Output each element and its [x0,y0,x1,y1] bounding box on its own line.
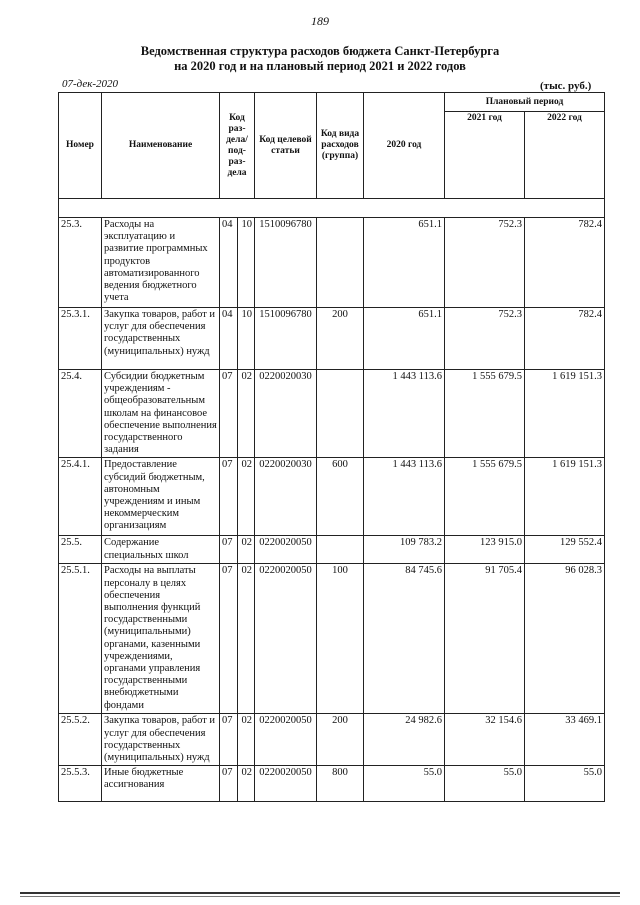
row-name: Иные бюджетные ассигнования [102,766,220,802]
table-row [59,766,605,802]
row-kind-code: 200 [317,714,364,766]
title-line-1: Ведомственная структура расходов бюджета Санкт-Петербурга [140,44,500,58]
row-name: Содержание специальных школ [102,536,220,564]
row-number: 25.5.1. [59,564,102,714]
header-name: Наименование [102,93,220,199]
row-subsection: 02 [238,564,255,714]
row-target-code: 1510096780 [255,308,317,370]
header-section: Код раз-дела/ под-раз-дела [220,93,255,199]
row-value-2022: 1 619 151.3 [525,458,605,536]
row-subsection: 02 [238,766,255,802]
row-number: 25.3. [59,218,102,308]
table-row [59,714,605,766]
row-section: 07 [220,458,238,536]
row-target-code: 0220020050 [255,564,317,714]
row-kind-code: 600 [317,458,364,536]
header-2020: 2020 год [364,93,445,199]
row-subsection: 02 [238,536,255,564]
row-value-2022: 782.4 [525,218,605,308]
row-number: 25.5. [59,536,102,564]
header-2021: 2021 год [445,112,525,199]
row-value-2020: 1 443 113.6 [364,458,445,536]
table-row [59,536,605,564]
table-row [59,458,605,536]
row-target-code: 1510096780 [255,218,317,308]
row-value-2021: 752.3 [445,308,525,370]
row-name: Закупка товаров, работ и услуг для обеспечения государственных (муниципальных) нужд [102,714,220,766]
row-section: 04 [220,308,238,370]
row-name: Закупка товаров, работ и услуг для обеспечения государственных (муниципальных) нужд [102,308,220,370]
row-value-2022: 55.0 [525,766,605,802]
table-row [59,370,605,458]
row-kind-code: 100 [317,564,364,714]
row-target-code: 0220020050 [255,536,317,564]
row-section: 04 [220,218,238,308]
row-section: 07 [220,714,238,766]
row-target-code: 0220020050 [255,714,317,766]
row-number: 25.3.1. [59,308,102,370]
header-target: Код целевой статьи [255,93,317,199]
row-number: 25.5.3. [59,766,102,802]
table-body [59,218,605,802]
header-kind: Код вида расходов (группа) [317,93,364,199]
row-value-2020: 109 783.2 [364,536,445,564]
row-number: 25.4. [59,370,102,458]
row-subsection: 10 [238,308,255,370]
row-kind-code: 800 [317,766,364,802]
row-name: Предоставление субсидий бюджетным, автономным учреждениям и иным некоммерческим организациям [102,458,220,536]
row-value-2020: 55.0 [364,766,445,802]
table-row [59,564,605,714]
document-date: 07-дек-2020 [62,78,119,90]
row-kind-code [317,370,364,458]
row-section: 07 [220,536,238,564]
row-value-2021: 91 705.4 [445,564,525,714]
row-subsection: 02 [238,714,255,766]
page-number: 189 [311,14,329,28]
row-section: 07 [220,766,238,802]
row-kind-code [317,218,364,308]
row-target-code: 0220020030 [255,370,317,458]
table-row [59,218,605,308]
document-title [0,44,640,74]
row-value-2020: 1 443 113.6 [364,370,445,458]
units-label: (тыс. руб.) [540,80,592,92]
row-value-2020: 24 982.6 [364,714,445,766]
header-2022: 2022 год [525,112,605,199]
bottom-rule [20,892,620,894]
row-value-2021: 1 555 679.5 [445,370,525,458]
row-name: Расходы на выплаты персоналу в целях обеспечения выполнения функций государственными (муниципальными) органами, казенными учреждениями, органами управления государственными внебюджетными фондами [102,564,220,714]
row-number: 25.4.1. [59,458,102,536]
bottom-rule-thin [20,896,620,897]
row-name: Расходы на эксплуатацию и развитие программных продуктов автоматизированного ведения бюджетного учета [102,218,220,308]
row-subsection: 10 [238,218,255,308]
row-value-2021: 55.0 [445,766,525,802]
row-kind-code: 200 [317,308,364,370]
row-kind-code [317,536,364,564]
budget-table [58,92,605,802]
row-section: 07 [220,564,238,714]
row-value-2022: 1 619 151.3 [525,370,605,458]
row-value-2021: 752.3 [445,218,525,308]
row-value-2020: 84 745.6 [364,564,445,714]
row-subsection: 02 [238,370,255,458]
row-value-2021: 1 555 679.5 [445,458,525,536]
header-number: Номер [59,93,102,199]
header-planned-period: Плановый период [445,93,605,112]
row-number: 25.5.2. [59,714,102,766]
row-target-code: 0220020030 [255,458,317,536]
row-target-code: 0220020050 [255,766,317,802]
row-value-2022: 129 552.4 [525,536,605,564]
row-value-2022: 33 469.1 [525,714,605,766]
row-subsection: 02 [238,458,255,536]
table-header [59,93,605,218]
row-section: 07 [220,370,238,458]
row-value-2021: 32 154.6 [445,714,525,766]
row-value-2020: 651.1 [364,218,445,308]
table-row [59,308,605,370]
row-value-2020: 651.1 [364,308,445,370]
row-value-2022: 96 028.3 [525,564,605,714]
row-name: Субсидии бюджетным учреждениям - общеобразовательным школам на финансовое обеспечение выполнения государственного задания [102,370,220,458]
title-line-2: на 2020 год и на плановый период 2021 и 2022 годов [174,59,466,73]
row-value-2021: 123 915.0 [445,536,525,564]
row-value-2022: 782.4 [525,308,605,370]
